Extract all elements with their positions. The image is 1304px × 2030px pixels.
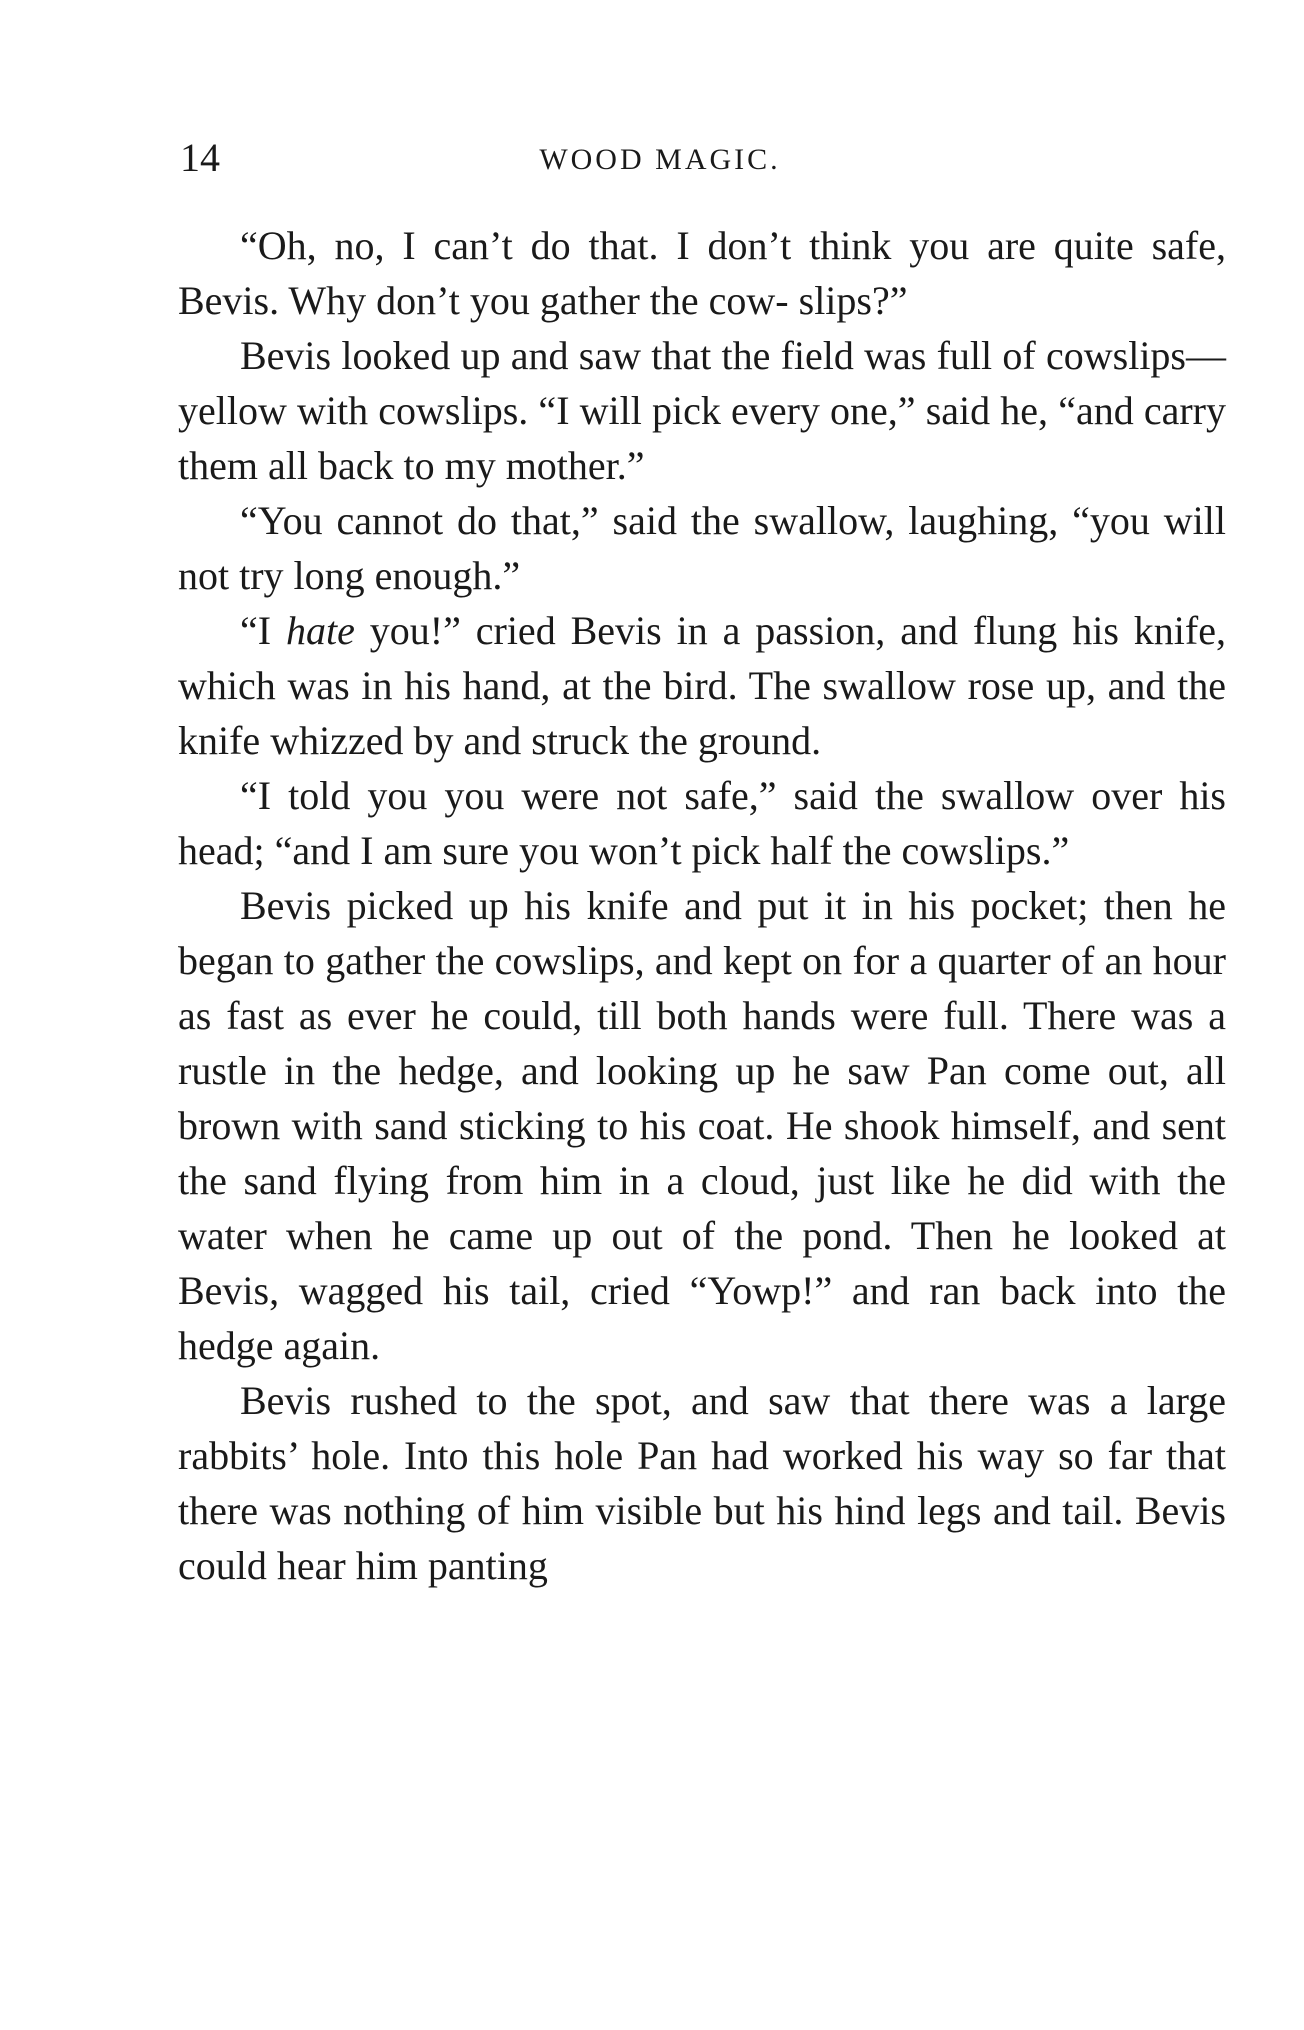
body-text <box>178 218 1226 1593</box>
running-head: WOOD MAGIC. <box>539 143 781 176</box>
paragraph-2: Bevis looked up and saw that the field was full of cowslips—yellow with cowslips. “I will pick every one,” said he, “and carry them all back to my mother.” <box>178 333 1226 488</box>
page-number: 14 <box>180 135 220 180</box>
paragraph-4-before: “I <box>240 608 286 653</box>
page-header <box>180 128 1240 188</box>
paragraph-3: “You cannot do that,” said the swallow, laughing, “you will not try long enough.” <box>178 498 1226 598</box>
paragraph-4-after: you!” cried Bevis in a passion, and flung his knife, which was in his hand, at the bird. The swallow rose up, and the knife whizzed by and struck the ground. <box>178 608 1226 763</box>
paragraph-1: “Oh, no, I can’t do that. I don’t think you are quite safe, Bevis. Why don’t you gather the cow- slips?” <box>178 223 1226 323</box>
paragraph-7: Bevis rushed to the spot, and saw that there was a large rabbits’ hole. Into this hole Pan had worked his way so far that there was nothing of him visible but his hind legs and tail. Bevis could hear him panting <box>178 1378 1226 1588</box>
paragraph-4 <box>178 603 1226 768</box>
paragraph-5: “I told you you were not safe,” said the swallow over his head; “and I am sure you won’t pick half the cowslips.” <box>178 773 1226 873</box>
paragraph-4-emphasis: hate <box>285 608 355 653</box>
paragraph-6: Bevis picked up his knife and put it in his pocket; then he began to gather the cowslips, and kept on for a quarter of an hour as fast as ever he could, till both hands were full. There was a rustle in the hedge, and looking up he saw Pan come out, all brown with sand sticking to his coat. He shook himself, and sent the sand flying from him in a cloud, just like he did with the water when he came up out of the pond. Then he looked at Bevis, wagged his tail, cried “Yowp!” and ran back into the hedge again. <box>178 883 1226 1368</box>
